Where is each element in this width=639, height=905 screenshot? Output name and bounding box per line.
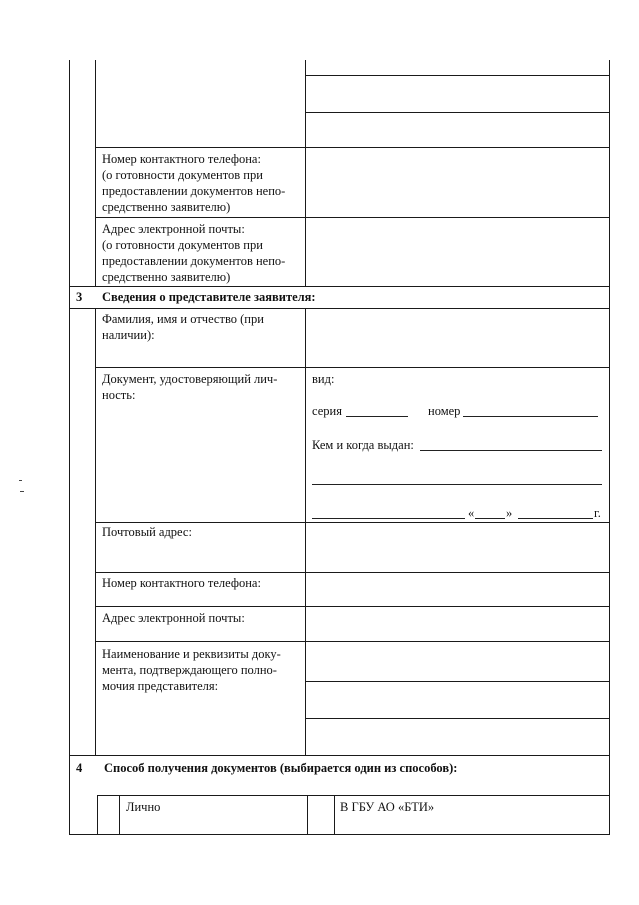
section-number: 3: [76, 290, 83, 304]
option-bti-checkbox[interactable]: [308, 796, 334, 834]
quote-close: »: [506, 506, 513, 520]
option-divider: [334, 795, 335, 834]
table-right-border: [609, 60, 610, 834]
value-column-divider: [305, 60, 306, 286]
number-field[interactable]: [463, 416, 598, 417]
option-divider: [119, 795, 120, 834]
section-number: 4: [76, 761, 83, 775]
table-left-border: [69, 60, 70, 834]
postal-address-field[interactable]: [306, 523, 609, 571]
quote-open: «: [468, 506, 475, 520]
issue-place-field[interactable]: [312, 518, 465, 519]
option-personal-checkbox[interactable]: [98, 796, 119, 834]
scan-mark: [19, 480, 22, 481]
year-suffix: г.: [594, 506, 601, 520]
scan-mark: [20, 491, 24, 492]
value-line: [305, 75, 609, 76]
document-kind-label: вид:: [312, 372, 335, 386]
representative-phone-label: Номер контактного телефона:: [102, 576, 261, 590]
authority-document-label: Наименование и реквизиты доку- мента, подтверждающего полно- мочия представителя:: [102, 647, 281, 693]
series-field[interactable]: [346, 416, 408, 417]
issued-by-field[interactable]: [420, 450, 602, 451]
issue-day-field[interactable]: [475, 518, 505, 519]
applicant-phone-label: Номер контактного телефона: (о готовности документов при предоставлении документов непо- средственно заявителю): [102, 152, 286, 214]
value-line: [305, 112, 609, 113]
representative-email-label: Адрес электронной почты:: [102, 611, 245, 625]
row-divider: [95, 367, 609, 368]
issued-by-field-line-2[interactable]: [312, 484, 602, 485]
representative-name-field[interactable]: [306, 309, 609, 367]
option-bti-label: В ГБУ АО «БТИ»: [340, 800, 435, 814]
number-column-divider: [95, 308, 96, 755]
section-title: Способ получения документов (выбирается один из способов):: [104, 761, 458, 775]
section-divider: [97, 795, 609, 796]
row-divider: [95, 217, 609, 218]
section-divider: [69, 755, 609, 756]
series-label: серия: [312, 404, 342, 418]
table-bottom-border: [69, 834, 610, 835]
option-personal-label: Лично: [126, 800, 161, 814]
representative-phone-field[interactable]: [306, 573, 609, 605]
row-divider: [95, 147, 609, 148]
issue-month-field[interactable]: [518, 518, 593, 519]
number-label: номер: [428, 404, 461, 418]
number-column-divider: [95, 60, 96, 286]
document-kind-field[interactable]: [335, 370, 605, 386]
postal-address-label: Почтовый адрес:: [102, 525, 192, 539]
id-document-label: Документ, удостоверяющий лич- ность:: [102, 372, 278, 402]
applicant-email-label: Адрес электронной почты: (о готовности документов при предоставлении документов непо- средственно заявителю): [102, 222, 286, 284]
section-divider: [69, 286, 609, 287]
representative-name-label: Фамилия, имя и отчество (при наличии):: [102, 312, 264, 342]
section-title: Сведения о представителе заявителя:: [102, 290, 316, 304]
representative-email-field[interactable]: [306, 607, 609, 640]
authority-document-field[interactable]: [306, 642, 609, 754]
issued-by-label: Кем и когда выдан:: [312, 438, 414, 452]
